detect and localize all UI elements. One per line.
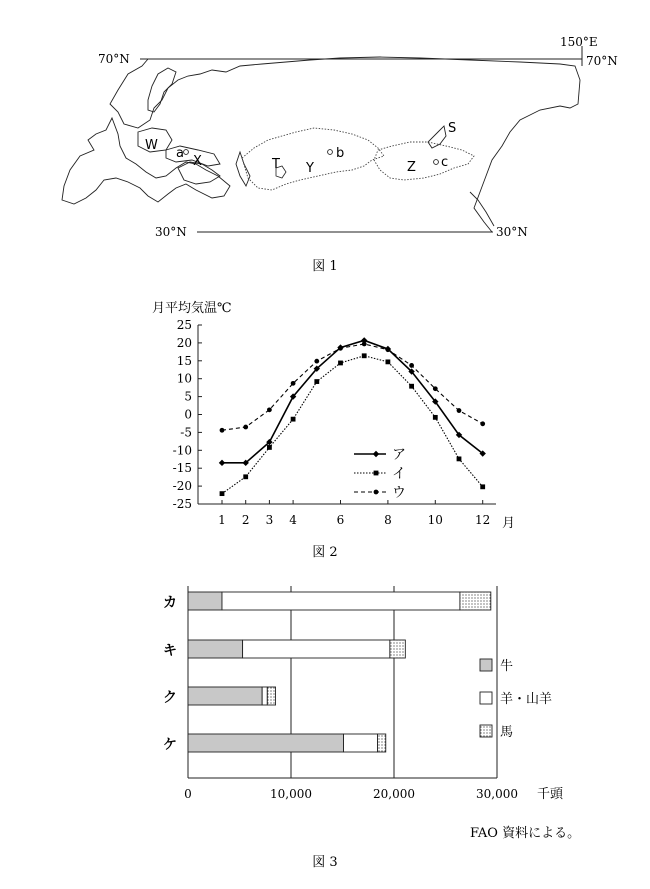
figure3-source: FAO 資料による。 <box>470 826 581 841</box>
y-tick-label: -15 <box>172 461 192 476</box>
series-point-2 <box>338 361 343 366</box>
series-point-2 <box>457 456 462 461</box>
series-point-3 <box>338 346 343 351</box>
series-point-3 <box>457 408 462 413</box>
label-X: X <box>193 154 202 169</box>
series-point-2 <box>267 445 272 450</box>
y-tick-label: 15 <box>176 353 192 368</box>
bar-segment <box>188 640 243 658</box>
sakhalin <box>428 126 446 148</box>
series-point-3 <box>243 425 248 430</box>
bar-segment <box>262 687 267 705</box>
y-tick-label: 0 <box>184 407 192 422</box>
lat-30-right-label: 30°N <box>496 225 528 239</box>
bar-segment <box>243 640 390 658</box>
category-label: キ <box>163 643 177 659</box>
series-point-2 <box>243 474 248 479</box>
scandinavia <box>148 68 176 112</box>
y-tick-label: 25 <box>176 318 192 332</box>
x-tick-label: 8 <box>384 513 392 527</box>
series-point-3 <box>433 386 438 391</box>
category-label: カ <box>163 595 177 611</box>
y-tick-label: -5 <box>180 425 192 440</box>
y-tick-label: 5 <box>184 389 192 404</box>
series-line-1 <box>222 340 483 462</box>
coastline-europe <box>62 118 230 204</box>
lon-150-label: 150°E <box>560 35 598 49</box>
x-tick-label: 0 <box>184 787 192 801</box>
series-point-3 <box>291 381 296 386</box>
series-point-3 <box>480 421 485 426</box>
category-label: ケ <box>163 737 177 753</box>
bar-segment <box>390 640 405 658</box>
series-point-2 <box>386 359 391 364</box>
legend-label-1: 牛 <box>500 659 514 674</box>
figure2-caption: 図 2 <box>312 545 338 560</box>
series-line-2 <box>222 356 483 494</box>
category-label: ク <box>163 690 177 706</box>
legend-label-1: ア <box>392 447 406 463</box>
label-S: S <box>448 121 457 136</box>
legend-label-3: ウ <box>392 485 406 501</box>
point-b <box>328 150 333 155</box>
legend-label-3: 馬 <box>500 725 514 740</box>
series-point-2 <box>433 415 438 420</box>
y-tick-label: -10 <box>172 443 192 458</box>
bar-segment <box>188 734 344 752</box>
series-point-3 <box>386 347 391 352</box>
x-tick-label: 10,000 <box>270 787 312 801</box>
legend-swatch-3 <box>480 725 492 737</box>
x-tick-label: 2 <box>241 513 250 527</box>
series-point-3 <box>362 342 367 347</box>
label-W: W <box>145 138 158 153</box>
x-tick-label: 3 <box>265 513 274 527</box>
x-tick-label: 10 <box>427 513 443 527</box>
bar-segment <box>267 687 275 705</box>
legend-label-2: イ <box>392 466 406 482</box>
label-b: b <box>336 146 345 161</box>
series-point-2 <box>314 379 319 384</box>
region-kazakhstan-border <box>242 128 384 190</box>
legend-marker-2 <box>374 471 379 476</box>
point-c <box>434 160 439 165</box>
figure2-ylabel: 月平均気温℃ <box>152 301 232 316</box>
japan <box>470 192 494 226</box>
y-tick-label: 20 <box>176 335 192 350</box>
legend-swatch-2 <box>480 692 492 704</box>
series-point-2 <box>362 353 367 358</box>
x-tick-label: 30,000 <box>476 787 518 801</box>
series-point-1 <box>219 460 225 466</box>
x-tick-label: 4 <box>289 513 297 527</box>
coastline-north <box>110 57 580 232</box>
x-tick-label: 6 <box>336 513 345 527</box>
label-a: a <box>176 146 184 161</box>
x-tick-label: 20,000 <box>373 787 415 801</box>
figure3-caption: 図 3 <box>312 855 338 870</box>
figure3-unit: 千頭 <box>537 787 564 802</box>
lat-70-right-label: 70°N <box>586 54 618 68</box>
figure1-caption: 図 1 <box>312 259 338 274</box>
figure2-line-chart <box>152 301 515 560</box>
series-point-3 <box>220 428 225 433</box>
label-Z: Z <box>407 160 416 175</box>
bar-segment <box>378 734 386 752</box>
x-tick-label: 1 <box>218 513 226 527</box>
legend-swatch-1 <box>480 659 492 671</box>
x-tick-label: 12 <box>475 513 491 527</box>
figure2-xunit: 月 <box>502 516 516 531</box>
legend-marker-3 <box>374 490 379 495</box>
series-line-3 <box>222 344 483 430</box>
bar-segment <box>460 592 491 610</box>
bar-segment <box>188 687 262 705</box>
bar-segment <box>188 592 222 610</box>
series-point-3 <box>409 363 414 368</box>
series-point-3 <box>267 407 272 412</box>
series-point-2 <box>291 417 296 422</box>
series-point-2 <box>480 484 485 489</box>
legend-marker-1 <box>373 451 379 457</box>
label-T: T <box>272 157 280 172</box>
bar-segment <box>344 734 378 752</box>
label-Y: Y <box>306 161 314 176</box>
figure3-bar-chart <box>163 586 580 870</box>
series-point-3 <box>314 359 319 364</box>
legend-label-2: 羊・山羊 <box>500 692 553 707</box>
y-tick-label: 10 <box>176 371 192 386</box>
series-point-2 <box>409 384 414 389</box>
y-tick-label: -20 <box>172 479 192 494</box>
lat-30-left-label: 30°N <box>155 225 187 239</box>
region-mongolia-border <box>374 142 474 180</box>
point-a <box>184 150 189 155</box>
label-c: c <box>441 155 449 170</box>
lat-70-left-label: 70°N <box>98 52 130 66</box>
series-point-2 <box>220 491 225 496</box>
bar-segment <box>222 592 460 610</box>
y-tick-label: -25 <box>172 497 192 511</box>
